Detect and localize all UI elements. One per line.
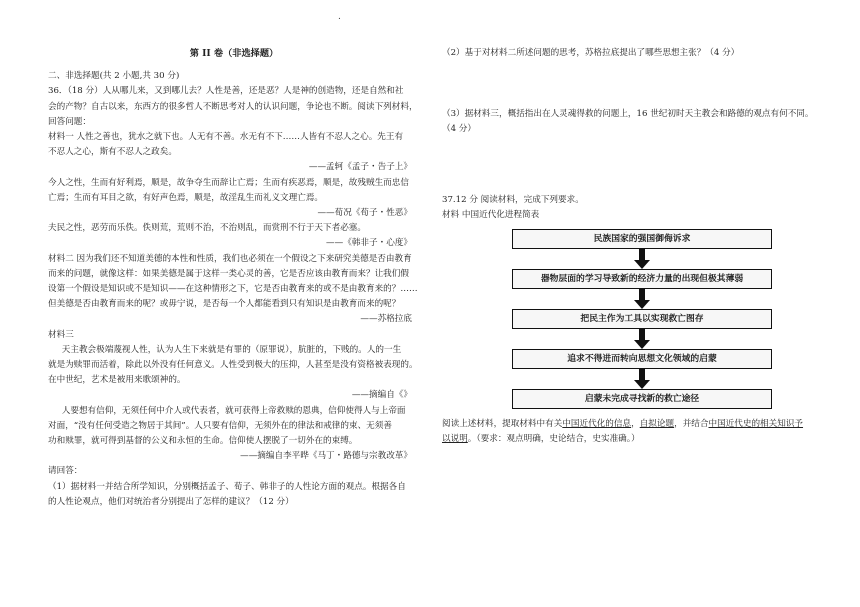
flow-box-5: 启蒙未完成寻找新的救亡途径 — [512, 389, 772, 409]
right-column — [442, 46, 822, 447]
m1-line: 材料一 人性之善也，犹水之就下也。人无有不善。水无有不下……人皆有不忍人之心。先王有 — [48, 132, 404, 143]
q36-line: 会的产物？自古以来，东西方的很多哲人不断思考对人的认识问题，争论也不断。阅读下列材料， — [48, 101, 418, 112]
m3b-line: 功和赎罪，就可得到基督的公义和永恒的生命。信仰使人摆脱了一切外在的束缚。 — [48, 436, 358, 447]
requirement-line-2 — [442, 432, 822, 447]
q36-line: 回答问题： — [48, 116, 91, 127]
m2-line: 设第一个假设是知识或不是知识——在这种情形之下，它是否由教育来的或不是由教育来的？…… — [48, 284, 418, 295]
req-text: ， — [631, 419, 640, 430]
requirement-line-1 — [442, 417, 822, 432]
m3-line: 天主教会极端蔑视人性，认为人生下来就是有罪的（原罪说），肮脏的，下贱的。人的一生 — [61, 344, 402, 355]
section-title: 第 II 卷（非选择题） — [189, 48, 279, 59]
m3-source-2: ——摘编自李平晔《马丁・路德与宗教改革》 — [240, 451, 412, 462]
q36-line: 36．（18 分）人从哪儿来，又到哪儿去？人性是善，还是恶？人是神的创造物，还是自然和社 — [48, 86, 404, 97]
m2-line: 而来的问题，就像这样：如果美德是属于这样一类心灵的善，它是否应该由教育而来？让我们假 — [48, 268, 409, 279]
req-text: 。（要求：观点明确，史论结合，史实准确。） — [467, 434, 640, 445]
m1-source-hanfeizi: ——《韩非子・心度》 — [326, 238, 412, 249]
m3-source-1: ——摘编自《》 — [351, 390, 412, 401]
m1b-line: 亡焉；生而有耳目之欲，有好声色焉，顺是，故淫乱生而礼义文理亡焉。 — [48, 192, 324, 203]
m3b-line: 人要想有信仰，无须任何中介人或代表者，就可获得上帝救赎的恩典，信仰使得人与上帝面 — [61, 405, 406, 416]
question-1 — [48, 480, 420, 510]
m3-label: 材料三 — [48, 329, 74, 340]
flow-box-4: 追求不得进而转向思想文化领域的启蒙 — [512, 349, 772, 369]
m2-line: 但美德是否由教育而来的呢？或毋宁说，是否每一个人都能看到只有知识是由教育而来的呢？ — [48, 299, 401, 310]
ask-label: 请回答： — [48, 466, 83, 477]
m3-line: 就是为赎罪而活着，除此以外没有任何意义。人性受到极大的压抑，人甚至是没有资格被表现的。 — [48, 360, 418, 371]
m2-line: 材料二 因为我们还不知道美德的本性和性质，我们也必须在一个假设之下来研究美德是否由教育 — [48, 253, 412, 264]
q3-line: （3）据材料三，概括指出在人灵魂得救的问题上，16 世纪初时天主教会和路德的观点有何不同。 — [442, 109, 814, 120]
question-3 — [442, 107, 822, 137]
m1-source-xunzi: ——荀况《荀子・性恶》 — [317, 208, 412, 219]
answer-space-q3 — [442, 138, 822, 193]
material-3 — [48, 328, 420, 465]
req-text: 阅读上述材料，提取材料中有关 — [442, 419, 563, 430]
req-underlined: 中国近代史的相关知识予 — [708, 419, 804, 430]
left-column — [48, 46, 420, 510]
m3b-line: 对面，“没有任何受造之物居于其间”。人只要有信仰，无须外在的律法和戒律的束、无须善 — [48, 420, 392, 431]
question-2: （2）基于对材料二所述问题的思考，苏格拉底提出了哪些思想主张？（4 分） — [442, 48, 740, 58]
m2-source: ——苏格拉底 — [360, 314, 412, 325]
m1-line: 不忍人之心，斯有不忍人之政矣。 — [48, 147, 177, 158]
req-underlined: 中国近代化的信息 — [562, 419, 632, 430]
flow-box-2: 器物层面的学习导致新的经济力量的出现但极其薄弱 — [512, 269, 772, 289]
m3-line: 在中世纪，艺术是被用来歌颂神的。 — [48, 375, 186, 386]
req-underlined: 自拟论题 — [639, 419, 675, 430]
m1-source-mencius: ——孟轲《孟子・告子上》 — [308, 162, 412, 173]
q1-line: 的人性论观点，他们对统治者分别提出了怎样的建议？（12 分） — [48, 496, 294, 507]
answer-space-q2 — [442, 61, 822, 107]
m1c-line: 夫民之性，恶劳而乐佚。佚则荒，荒则不治，不治则乱，而赏刑不行于天下者必塞。 — [48, 223, 366, 234]
q3-line: （4 分） — [442, 124, 476, 135]
material-2 — [48, 252, 420, 328]
part-heading: 二、非选择题(共 2 小题,共 30 分) — [48, 71, 180, 82]
flow-box-3: 把民主作为工具以实现救亡图存 — [512, 309, 772, 329]
req-underlined: 以说明 — [442, 434, 468, 445]
page-dot: . — [338, 12, 341, 22]
q37-requirement — [442, 417, 822, 447]
req-text: ，并结合 — [674, 419, 709, 430]
material-label: 材料 中国近代化进程简表 — [442, 209, 540, 220]
flowchart — [512, 229, 772, 409]
q1-line: （1）据材料一并结合所学知识，分别概括孟子、荀子、韩非子的人性论方面的观点。根据各自 — [48, 481, 406, 492]
q36-stem — [48, 84, 420, 130]
m1b-line: 今人之性，生而有好利焉，顺是，故争夺生而辞让亡焉；生而有疾恶焉，顺是，故残贼生而忠信 — [48, 177, 409, 188]
flow-box-1: 民族国家的强国御侮诉求 — [512, 229, 772, 249]
material-1 — [48, 130, 420, 252]
q37-heading: 37.12 分 阅读材料，完成下列要求。 — [442, 194, 584, 205]
